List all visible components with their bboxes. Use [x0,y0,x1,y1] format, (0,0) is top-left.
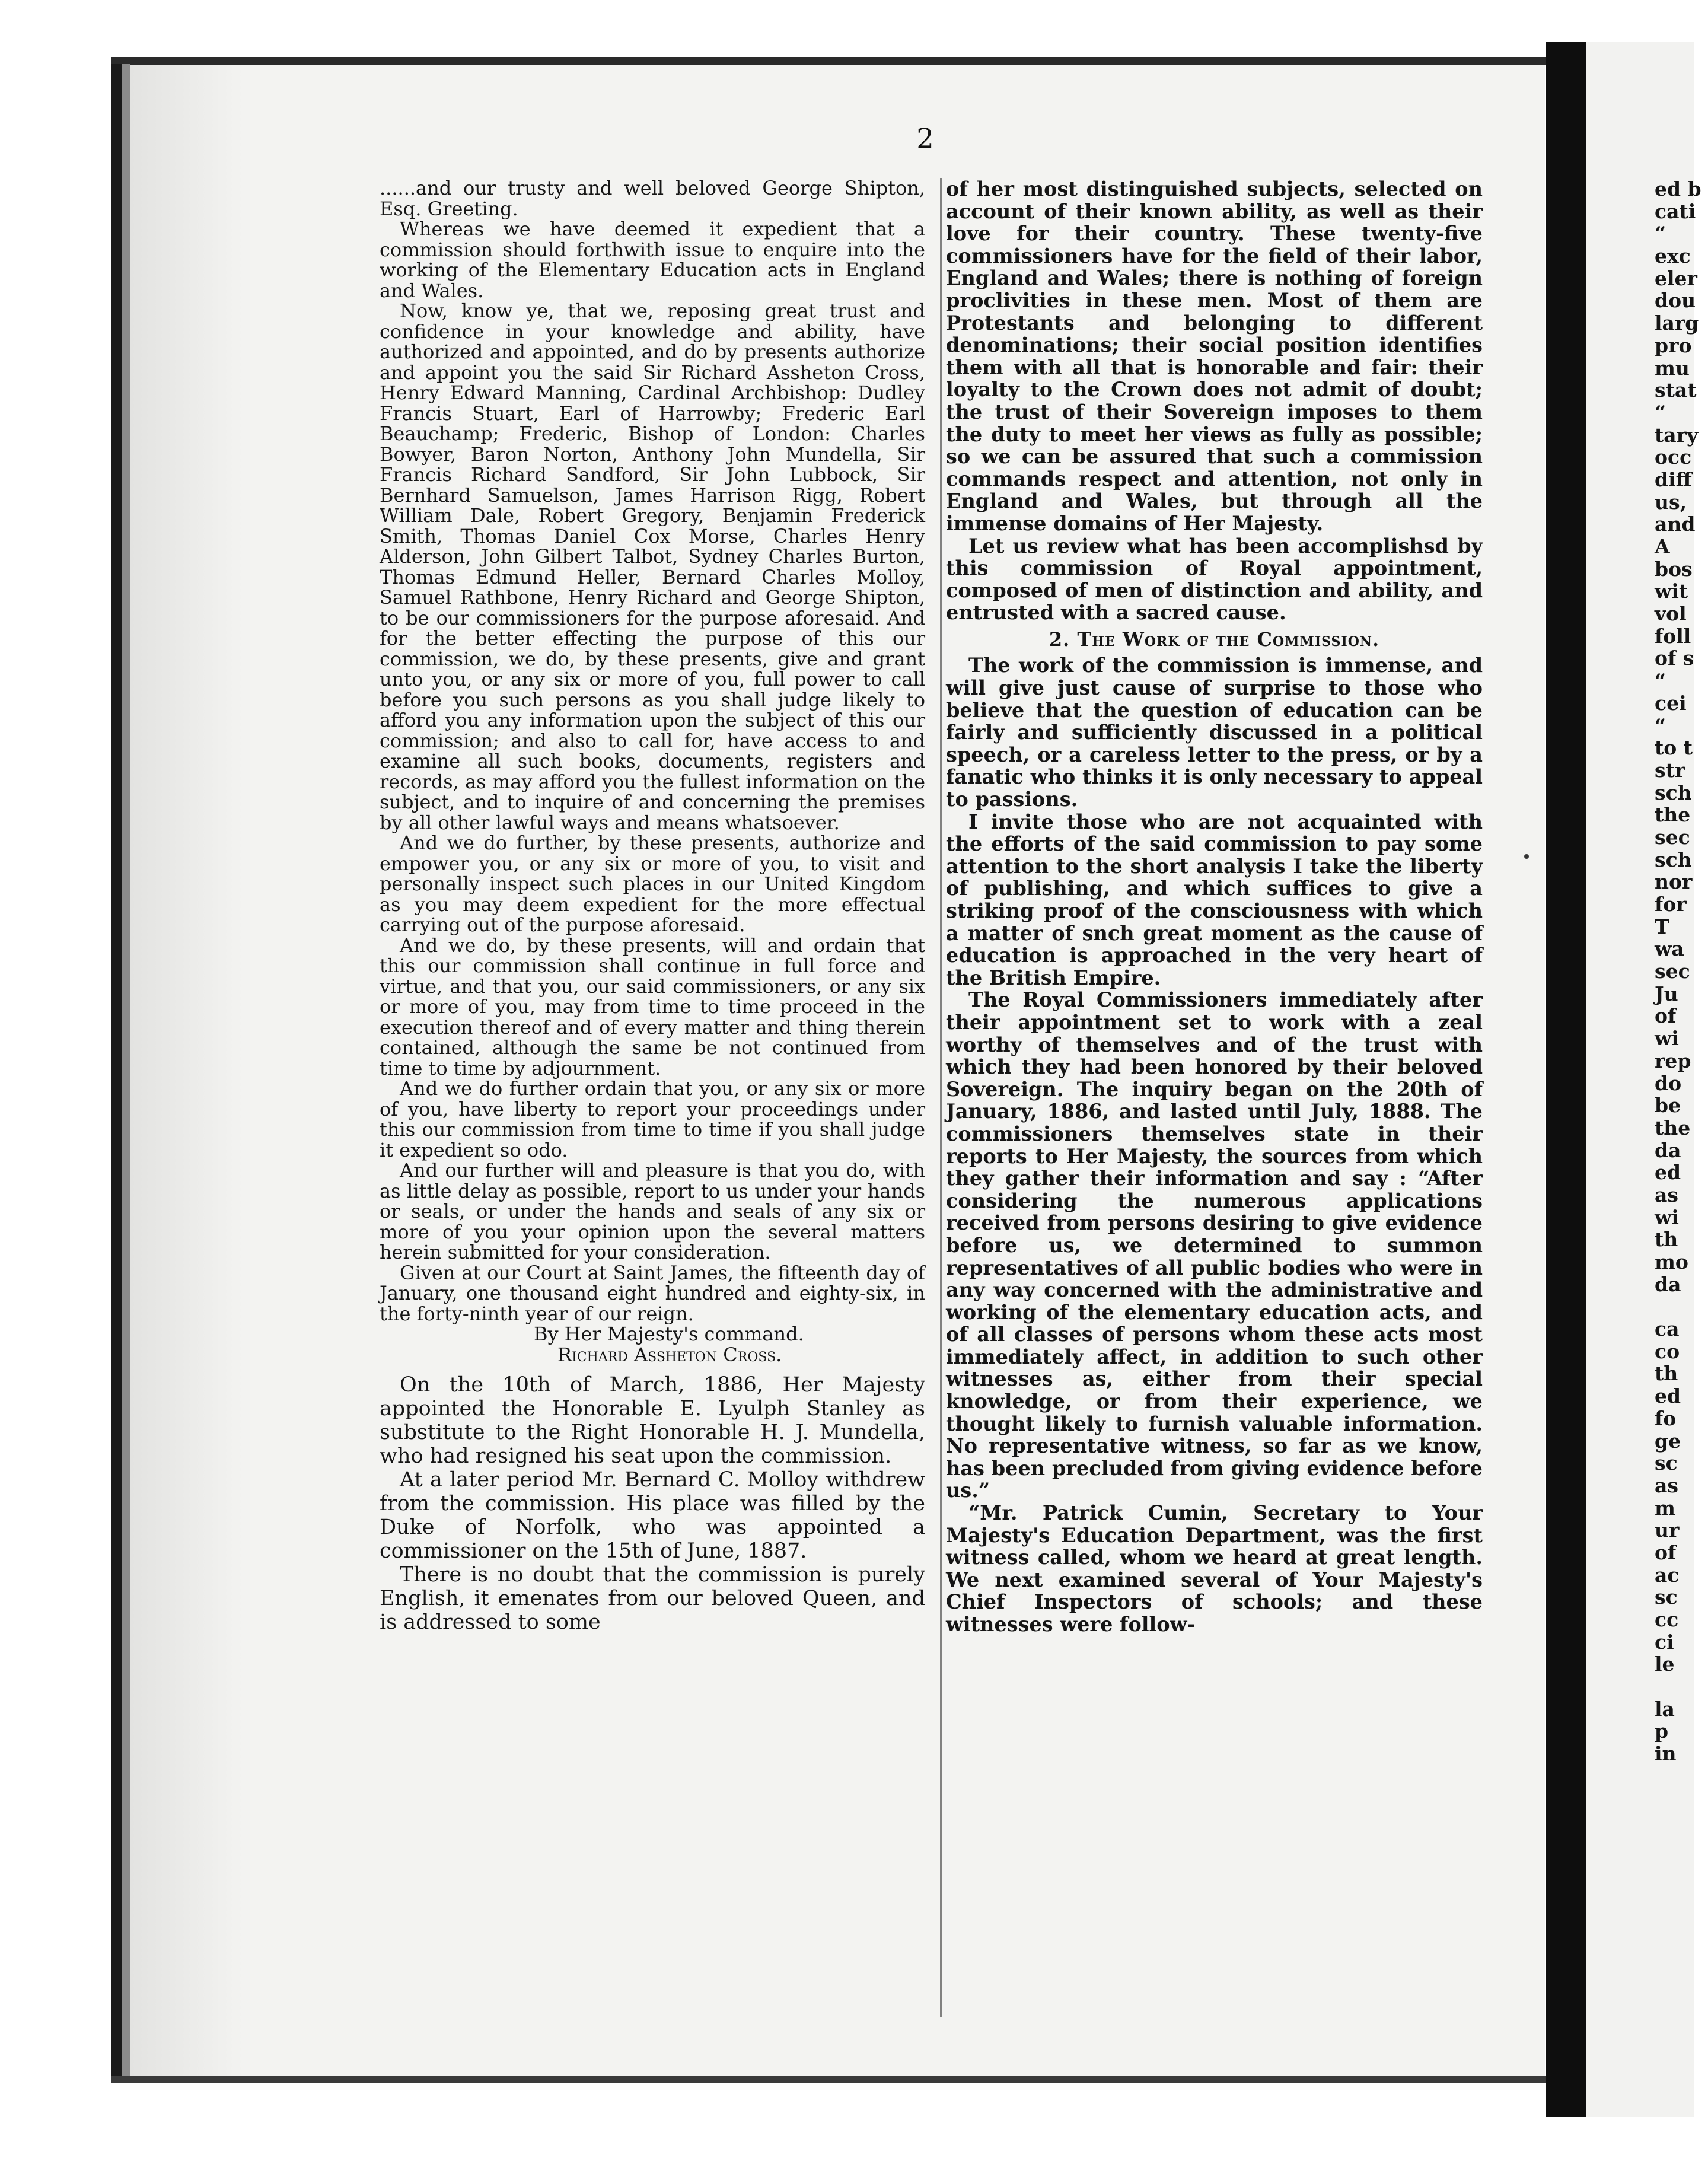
facing-page-fragment: wit [1655,579,1688,603]
facing-page-fragment: ed [1655,1384,1681,1408]
facing-page-fragment: th [1655,1362,1678,1386]
facing-page-fragment: sc [1655,1451,1678,1475]
paragraph: And we do further ordain that you, or any six or more of you, have liberty to report your proceedings under this our commission from time to time if you shall judge it expedient so odo. [380,1077,925,1161]
facing-page-fragment: wi [1655,1027,1679,1050]
facing-page-fragment: the [1655,1116,1691,1139]
facing-page-fragment: th [1655,1228,1678,1252]
paragraph: The Royal Commissioners immediately after their appointment set to work with a zeal worthy of themselves and of the trust with which they had been honored by their beloved Sovereign. The inquiry began on the 20th of January, 1886, and lasted until July, 1888. The commissioners themselves state in their reports to Her Majesty, the sources from which they gather their information and say : “After considering the numerous applications received from persons desiring to give evidence before us, we determined to summon representatives of all public bodies who were in any way concerned with the administrative and working of the elementary education acts, and of all classes of persons whom these acts most immediately affect, in addition to such other witnesses as, either from their special knowledge, or from their experience, we thought likely to furnish valuable information. No representative witness, so far as we know, has been precluded from giving evidence before us.” [946,988,1483,1502]
facing-page-fragment: cc [1655,1608,1679,1631]
facing-page-fragment: cei [1655,691,1687,715]
facing-page-fragment: of [1655,1004,1677,1028]
facing-page-fragment: la [1655,1697,1675,1721]
facing-page-fragment: the [1655,803,1691,827]
facing-page-fragment: diff [1655,467,1692,491]
facing-page-fragment: eler [1655,266,1697,290]
facing-page-fragment: “ [1655,400,1666,424]
facing-page-fragment: “ [1655,669,1666,693]
facing-page-fragment: “ [1655,714,1666,737]
facing-page-fragment: bos [1655,557,1693,581]
section-heading: 2. The Work of the Commission. [1049,628,1380,651]
paragraph: On the 10th of March, 1886, Her Majesty appointed the Honorable E. Lyulph Stanley as substitute to the Right Honorable H. J. Mundella, who had resigned his seat upon the commission. [380,1373,925,1468]
facing-page-fragment: vol [1655,602,1687,626]
paragraph: The work of the commission is immense, and will give just cause of surprise to those who believe that the question of education can be fairly and sufficiently discussed in a political speech, or a careless letter to the press, or by a fanatic who thinks it is only necessary to appeal to passions. [946,654,1483,811]
facing-page-fragment: nor [1655,870,1693,894]
facing-page-fragment [1655,1676,1708,1698]
facing-page-fragment: cati [1655,199,1696,223]
facing-page-fragment: of s [1655,647,1694,670]
paragraph: At a later period Mr. Bernard C. Molloy withdrew from the commission. His place was filled by the Duke of Norfolk, who was appointed a commissioner on the 15th of June, 1887. [380,1468,925,1563]
facing-page-fragment: T [1655,915,1669,938]
page-gutter-shadow [130,65,243,2077]
facing-page-fragment: in [1655,1742,1677,1766]
facing-page-fragment: ac [1655,1563,1680,1587]
facing-page-fragment: be [1655,1094,1681,1117]
facing-page-fragment: foll [1655,624,1691,648]
paragraph: And our further will and pleasure is that you do, with as little delay as possible, report to us under your hands or seals, or under the hands and seals of any six or more of you your opinion upon the several matters herein submitted for your consideration. [380,1159,925,1263]
facing-page-fragment: dou [1655,289,1696,313]
facing-page-fragment: mu [1655,356,1690,380]
facing-page-fragment: da [1655,1272,1681,1296]
facing-page-fragment: us, [1655,490,1687,514]
facing-page-fragment: ci [1655,1630,1674,1654]
facing-page-fragment: sch [1655,848,1692,871]
paragraph: And we do further, by these presents, authorize and empower you, or any six or more of you, to visit and personally inspect such places in our United Kingdom as you may deem expedient for the more effectual carrying out of the purpose aforesaid. [380,832,925,936]
facing-page-fragment: larg [1655,311,1699,335]
facing-page-fragment: co [1655,1339,1680,1363]
facing-page-fragment: sec [1655,960,1690,983]
facing-page-fragment: ur [1655,1518,1680,1542]
facing-page-fragment: wi [1655,1205,1679,1229]
facing-page-fragment: as [1655,1473,1678,1497]
signature-name: Richard Assheton Cross. [557,1343,782,1366]
paragraph: ......and our trusty and well beloved George Shipton, Esq. Greeting. [380,177,925,220]
paragraph: of her most distinguished subjects, selected on account of their known ability, as well as their love for their country. These twenty-five commissioners have for the field of their labor, England and Wales; there is nothing of foreign proclivities in these men. Most of them are Protestants and belonging to different denominations; their social position identifies them with all that is honorable and fair: their loyalty to the Crown does not admit of doubt; the trust of their Sovereign imposes to them the duty to meet her views as fully as possible; so we can be assured that such a commission commands respect and attention, not only in England and Wales, but through all the immense domains of Her Majesty. [946,177,1483,535]
facing-page-fragment: occ [1655,445,1692,469]
scan-frame-bottom [111,2076,1547,2083]
paragraph: Given at our Court at Saint James, the fifteenth day of January, one thousand eight hundred and eighty-six, in the forty-ninth year of our reign. [380,1261,925,1325]
column-rule [940,178,942,2017]
facing-page-fragment: rep [1655,1049,1691,1072]
facing-page-fragment: ge [1655,1429,1681,1453]
facing-page-fragment: Ju [1655,982,1678,1005]
facing-page-fragment: and [1655,512,1696,536]
paragraph: There is no doubt that the commission is purely English, it emenates from our beloved Queen, and is addressed to some [380,1563,925,1634]
book-spine [1546,42,1586,2117]
facing-page-fragment: ca [1655,1317,1680,1341]
page-number: 2 [916,122,934,154]
facing-page-fragment: of [1655,1540,1677,1564]
facing-page-fragment: m [1655,1496,1675,1520]
facing-page-fragment [1655,1295,1708,1318]
facing-page-fragment: as [1655,1183,1678,1206]
facing-page-fragment: do [1655,1071,1682,1095]
facing-page-fragment: tary [1655,423,1699,447]
facing-page-fragment: le [1655,1652,1675,1676]
facing-page-fragment: str [1655,758,1685,782]
facing-page-fragment: ed b [1655,177,1701,200]
facing-page-fragment: exc [1655,244,1691,268]
facing-page-fragment: da [1655,1138,1681,1162]
left-column [380,178,925,1634]
scan-frame-top [111,57,1547,65]
facing-page-fragment: pro [1655,333,1692,357]
paragraph: “Mr. Patrick Cumin, Secretary to Your Majesty's Education Department, was the first witness called, whom we heard at great length. We next examined several of Your Majesty's Chief Inspectors of schools; and these witnesses were follow- [946,1501,1483,1636]
facing-page-fragment: mo [1655,1250,1688,1273]
facing-page-fragment: A [1655,535,1670,558]
facing-page-fragment: sec [1655,825,1690,849]
signature-line: By Her Majesty's command. [534,1323,804,1345]
facing-page-fragment: stat [1655,378,1697,402]
facing-page-fragment: for [1655,893,1687,916]
paragraph: Whereas we have deemed it expedient that a commission should forthwith issue to enquire into the working of the Elementary Education acts in England and Wales. [380,218,925,302]
paragraph: And we do, by these presents, will and ordain that this our commission shall continue in full force and virtue, and that you, our said commissioners, or any six or more of you, may from time to time proceed in the execution thereof and of every matter and thing therein contained, although the same be not continued from time to time by adjournment. [380,934,925,1080]
facing-page-fragment: p [1655,1719,1669,1743]
facing-page-fragment: sc [1655,1585,1678,1609]
facing-page-fragment: sch [1655,781,1692,804]
scan-speck [1524,854,1529,859]
facing-page-fragment: to t [1655,736,1693,760]
facing-page-fragment: ed [1655,1161,1681,1184]
paragraph: Now, know ye, that we, reposing great trust and confidence in your knowledge and ability, have authorized and appointed, and do by presents authorize and appoint you the said Sir Richard Assheton Cross, Henry Edward Manning, Cardinal Archbishop: Dudley Francis Stuart, Earl of Harrowby; Frederic Earl Beauchamp; Frederic, Bishop of London: Charles Bowyer, Baron Norton, Anthony John Mundella, Sir Francis Richard Sandford, Sir John Lubbock, Sir Bernhard Samuelson, James Harrison Rigg, Robert William Dale, Robert Gregory, Benjamin Frederick Smith, Thomas Daniel Cox Morse, Charles Henry Alderson, John Gilbert Talbot, Sydney Charles Burton, Thomas Edmund Heller, Bernard Charles Molloy, Samuel Rathbone, Henry Richard and George Shipton, to be our commissioners for the purpose aforesaid. And for the better effecting the purpose of this our commission, we do, by these presents, give and grant unto you, or any six or more of you, full power to call before you such persons as you shall judge likely to afford you any information upon the subject of this our commission; and also to call for, have access to and examine all such books, documents, registers and records, as may afford you the fullest information on the subject, and to inquire of and concerning the premises by all other lawful ways and means whatsoever. [380,300,925,834]
scan-frame-left-edge [122,64,130,2081]
facing-page-text-fragments [1655,178,1708,1765]
paragraph: I invite those who are not acquainted with the efforts of the said commission to pay some attention to the short analysis I take the liberty of publishing, and which suffices to give a striking proof of the consciousness with which a matter of snch great moment as the cause of education is approached in the very heart of the British Empire. [946,810,1483,989]
paragraph: Let us review what has been accomplishsd by this commission of Royal appointment, composed of men of distinction and ability, and entrusted with a sacred cause. [946,534,1483,625]
right-column [946,178,1483,1636]
scan-frame-left [111,64,122,2081]
facing-page-fragment: wa [1655,937,1684,961]
facing-page-fragment: fo [1655,1406,1677,1430]
facing-page-fragment: “ [1655,222,1666,246]
